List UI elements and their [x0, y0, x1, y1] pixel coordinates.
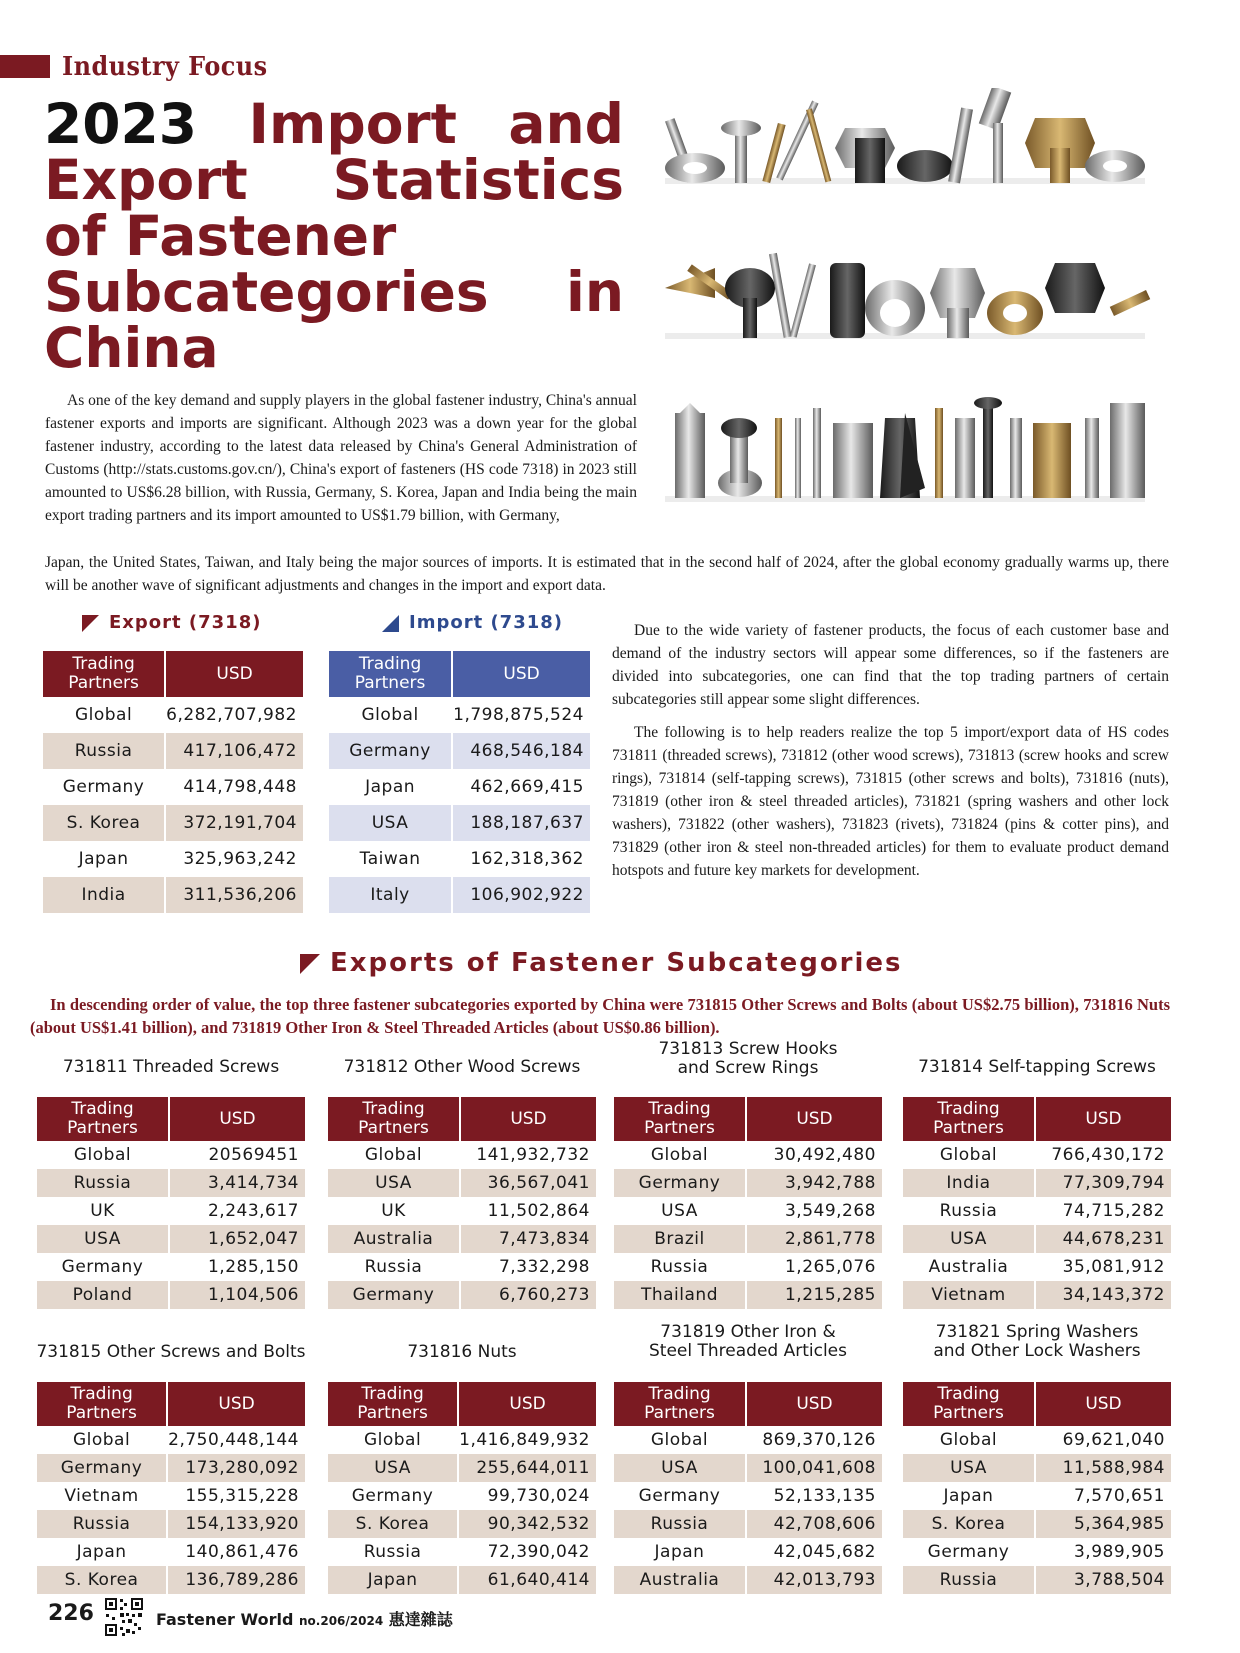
partner-cell: UK: [328, 1197, 461, 1225]
partner-cell: Russia: [37, 1169, 170, 1197]
table-row: [614, 1281, 882, 1309]
import-table: [329, 651, 590, 913]
subcategory-table: [903, 1097, 1171, 1309]
partner-cell: USA: [903, 1454, 1036, 1482]
partner-cell: Japan: [43, 841, 166, 877]
table-row: [328, 1281, 596, 1309]
partner-cell: Global: [37, 1426, 168, 1454]
table-row: [329, 697, 590, 733]
table-row: [328, 1197, 596, 1225]
partner-cell: Global: [614, 1426, 747, 1454]
col-header-partner: Trading Partners: [329, 651, 453, 697]
subcategory-table: [328, 1382, 596, 1594]
partner-cell: India: [43, 877, 166, 913]
usd-cell: 141,932,732: [476, 1145, 590, 1165]
partner-cell: Russia: [328, 1538, 459, 1566]
partner-cell: Australia: [614, 1566, 747, 1594]
col-header-usd: USD: [747, 1097, 882, 1141]
usd-cell: 140,861,476: [185, 1542, 299, 1562]
usd-cell: 1,285,150: [207, 1257, 299, 1277]
table-row: [37, 1281, 305, 1309]
intro-paragraph-part-2: Japan, the United States, Taiwan, and Italy being the major sources of imports. It is estimated that in the second half of 2024, after the global economy gradually warms up, there will be another wave of significant adjustments and changes in the import and export data.: [45, 554, 1169, 594]
partner-cell: Japan: [328, 1566, 459, 1594]
usd-cell: 414,798,448: [183, 777, 297, 797]
partner-cell: Russia: [614, 1510, 747, 1538]
subcategory-caption: 731821 Spring Washers and Other Lock Washers: [933, 1322, 1141, 1361]
table-row: [903, 1566, 1171, 1594]
partner-cell: Japan: [37, 1538, 168, 1566]
usd-cell: 11,502,864: [487, 1201, 590, 1221]
usd-cell: 6,282,707,982: [166, 705, 297, 725]
table-row: [328, 1169, 596, 1197]
usd-cell: 61,640,414: [459, 1566, 596, 1594]
import-heading-text: Import (7318): [409, 612, 564, 633]
subcategories-heading-text: Exports of Fastener Subcategories: [330, 948, 903, 978]
qr-code-icon: [104, 1597, 144, 1637]
magazine-chinese-name: 惠達雜誌: [388, 1610, 453, 1629]
table-row: [328, 1566, 596, 1594]
triangle-marker-icon: [300, 954, 320, 974]
table-row: [37, 1141, 305, 1169]
usd-cell: 5,364,985: [1036, 1510, 1171, 1538]
usd-cell: 34,143,372: [1036, 1281, 1171, 1309]
usd-cell: 1,265,076: [784, 1257, 876, 1277]
partner-cell: USA: [614, 1454, 747, 1482]
right-paragraph-2: The following is to help readers realize the top 5 import/export data of HS codes 731811 (threaded screws), 731812 (other wood screws), 731813 (screw hooks and screw rings), 731814 (self-tapping screws), 731815 (other screws and bolts), 731816 (nuts), 731819 (other iron & steel threaded articles), 731821 (spring washers and other lock washers), 731822 (other washers), 731823 (rivets), 731824 (pins & cotter pins), and 731829 (other iron & steel non-threaded articles) for them to evaluate product demand hotspots and future key markets for development.: [612, 724, 1169, 879]
magazine-name: Fastener World: [156, 1610, 294, 1629]
usd-cell: 468,546,184: [453, 733, 590, 769]
usd-cell: 188,187,637: [453, 805, 590, 841]
col-header-usd: USD: [1036, 1382, 1171, 1426]
usd-cell: 869,370,126: [762, 1430, 876, 1450]
table-row: [329, 877, 590, 913]
usd-cell: 3,414,734: [170, 1169, 305, 1197]
partner-cell: Global: [37, 1141, 170, 1169]
partner-cell: Japan: [903, 1482, 1036, 1510]
table-row: [43, 769, 303, 805]
table-row: [329, 733, 590, 769]
usd-cell: 2,861,778: [747, 1225, 882, 1253]
table-row: [614, 1253, 882, 1281]
partner-cell: Russia: [43, 733, 166, 769]
usd-cell: 136,789,286: [168, 1566, 305, 1594]
table-row: [37, 1510, 305, 1538]
table-row: [37, 1426, 305, 1454]
subcategory-caption: 731814 Self-tapping Screws: [918, 1057, 1156, 1077]
fastener-row-2: [665, 253, 1150, 339]
partner-cell: S. Korea: [37, 1566, 168, 1594]
partner-cell: Germany: [614, 1169, 747, 1197]
col-header-partner: Trading Partners: [903, 1382, 1036, 1426]
col-header-partner: Trading Partners: [37, 1097, 170, 1141]
usd-cell: 1,416,849,932: [459, 1430, 590, 1450]
partner-cell: Global: [328, 1141, 461, 1169]
table-row: [329, 841, 590, 877]
title-year: 2023: [44, 92, 198, 156]
section-label: Industry Focus: [62, 52, 268, 82]
table-row: [614, 1426, 882, 1454]
table-row: [614, 1169, 882, 1197]
usd-cell: 1,215,285: [747, 1281, 882, 1309]
partner-cell: USA: [614, 1197, 747, 1225]
table-row: [329, 805, 590, 841]
table-row: [614, 1482, 882, 1510]
table-row: [614, 1510, 882, 1538]
table-row: [37, 1482, 305, 1510]
partner-cell: Russia: [328, 1253, 461, 1281]
triangle-marker-icon: [382, 615, 399, 632]
title-line-1: Import and: [248, 92, 624, 156]
subcategory-table: [903, 1382, 1171, 1594]
usd-cell: 7,570,651: [1073, 1486, 1165, 1506]
partner-cell: Global: [329, 697, 453, 733]
usd-cell: 255,644,011: [459, 1454, 596, 1482]
usd-cell: 417,106,472: [166, 733, 303, 769]
table-row: [328, 1141, 596, 1169]
usd-cell: 7,332,298: [498, 1257, 590, 1277]
usd-cell: 154,133,920: [168, 1510, 305, 1538]
usd-cell: 72,390,042: [487, 1542, 590, 1562]
fastener-row-1: [665, 88, 1145, 184]
partner-cell: Russia: [614, 1253, 747, 1281]
usd-cell: 11,588,984: [1036, 1454, 1171, 1482]
usd-cell: 42,045,682: [773, 1542, 876, 1562]
export-heading: [82, 612, 261, 633]
partner-cell: S. Korea: [43, 805, 166, 841]
usd-cell: 325,963,242: [183, 849, 297, 869]
usd-cell: 3,549,268: [784, 1201, 876, 1221]
section-color-bar: [0, 55, 50, 78]
usd-cell: 1,798,875,524: [453, 705, 584, 725]
table-row: [903, 1225, 1171, 1253]
partner-cell: Brazil: [614, 1225, 747, 1253]
col-header-usd: USD: [453, 651, 590, 697]
col-header-usd: USD: [170, 1097, 305, 1141]
subcategory-table: [614, 1097, 882, 1309]
partner-cell: Germany: [328, 1281, 461, 1309]
table-row: [903, 1253, 1171, 1281]
usd-cell: 7,473,834: [461, 1225, 596, 1253]
table-row: [43, 697, 303, 733]
table-row: [43, 841, 303, 877]
usd-cell: 77,309,794: [1036, 1169, 1171, 1197]
table-row: [37, 1225, 305, 1253]
title-line-5: China: [44, 316, 219, 380]
usd-cell: 30,492,480: [773, 1145, 876, 1165]
usd-cell: 155,315,228: [185, 1486, 299, 1506]
subcategory-table: [37, 1097, 305, 1309]
partner-cell: Japan: [614, 1538, 747, 1566]
usd-cell: 52,133,135: [773, 1486, 876, 1506]
partner-cell: Global: [903, 1426, 1036, 1454]
table-row: [328, 1482, 596, 1510]
table-row: [614, 1197, 882, 1225]
table-row: [43, 877, 303, 913]
partner-cell: USA: [903, 1225, 1036, 1253]
usd-cell: 90,342,532: [459, 1510, 596, 1538]
table-row: [614, 1454, 882, 1482]
table-row: [329, 769, 590, 805]
table-row: [903, 1426, 1171, 1454]
partner-cell: Vietnam: [903, 1281, 1036, 1309]
table-row: [903, 1510, 1171, 1538]
table-row: [43, 733, 303, 769]
subcategory-caption: 731813 Screw Hooks and Screw Rings: [658, 1039, 838, 1078]
usd-cell: 3,942,788: [747, 1169, 882, 1197]
partner-cell: UK: [37, 1197, 170, 1225]
right-paragraph-1: Due to the wide variety of fastener products, the focus of each customer base and demand of the industry sectors will appear some differences, so if the fasteners are divided into subcategories, one can find that the top trading partners of certain subcategories still appear some slight differences.: [612, 622, 1169, 708]
partner-cell: Global: [614, 1141, 747, 1169]
col-header-partner: Trading Partners: [614, 1097, 747, 1141]
table-row: [37, 1538, 305, 1566]
usd-cell: 106,902,922: [453, 877, 590, 913]
magazine-footer: [156, 1607, 453, 1630]
usd-cell: 173,280,092: [168, 1454, 305, 1482]
table-row: [37, 1253, 305, 1281]
table-row: [614, 1538, 882, 1566]
partner-cell: Germany: [328, 1482, 459, 1510]
table-row: [37, 1169, 305, 1197]
usd-cell: 162,318,362: [470, 849, 584, 869]
usd-cell: 1,104,506: [170, 1281, 305, 1309]
import-heading: [382, 612, 563, 633]
partner-cell: Germany: [43, 769, 166, 805]
col-header-usd: USD: [1036, 1097, 1171, 1141]
usd-cell: 35,081,912: [1062, 1257, 1165, 1277]
partner-cell: USA: [328, 1454, 459, 1482]
table-row: [614, 1566, 882, 1594]
partner-cell: Germany: [37, 1454, 168, 1482]
col-header-partner: Trading Partners: [43, 651, 166, 697]
subcategories-heading: [300, 948, 903, 978]
usd-cell: 44,678,231: [1036, 1225, 1171, 1253]
partner-cell: Italy: [329, 877, 453, 913]
partner-cell: Global: [328, 1426, 459, 1454]
usd-cell: 2,243,617: [207, 1201, 299, 1221]
subcategory-table: [37, 1382, 305, 1594]
intro-paragraph-part-1: As one of the key demand and supply players in the global fastener industry, China's annual fastener exports and imports are significant. Although 2023 was a down year for the global fastener industry, according to the latest data released by China's General Administration of Customs (http://stats.customs.gov.cn/), China's export of fasteners (HS code 7318) in 2023 still amounted to US$6.28 billion, with Russia, Germany, S. Korea, Japan and India being the main export trading partners and its import amounted to US$1.79 billion, with Germany,: [45, 392, 637, 524]
table-row: [43, 805, 303, 841]
usd-cell: 372,191,704: [166, 805, 303, 841]
table-row: [328, 1253, 596, 1281]
partner-cell: Germany: [37, 1253, 170, 1281]
page-title: [44, 92, 624, 380]
title-line-4: Subcategories in: [44, 260, 624, 324]
table-row: [903, 1538, 1171, 1566]
triangle-marker-icon: [82, 615, 99, 632]
issue-number: no.206/2024: [299, 1614, 384, 1628]
partner-cell: Thailand: [614, 1281, 747, 1309]
col-header-usd: USD: [747, 1382, 882, 1426]
partner-cell: Germany: [903, 1538, 1036, 1566]
partner-cell: Russia: [903, 1197, 1036, 1225]
table-row: [614, 1225, 882, 1253]
partner-cell: Germany: [614, 1482, 747, 1510]
subcategory-caption: 731815 Other Screws and Bolts: [36, 1342, 306, 1362]
usd-cell: 36,567,041: [461, 1169, 596, 1197]
col-header-usd: USD: [168, 1382, 305, 1426]
table-row: [328, 1426, 596, 1454]
subcategories-note: In descending order of value, the top three fastener subcategories exported by China were 731815 Other Screws and Bolts (about US$2.75 billion), 731816 Nuts (about US$1.41 billion), and 731819 Other Iron & Steel Threaded Articles (about US$0.86 billion).: [30, 995, 1170, 1037]
col-header-usd: USD: [166, 651, 303, 697]
usd-cell: 69,621,040: [1062, 1430, 1165, 1450]
partner-cell: Japan: [329, 769, 453, 805]
usd-cell: 99,730,024: [487, 1486, 590, 1506]
title-line-3: of Fastener: [44, 204, 397, 268]
table-row: [903, 1482, 1171, 1510]
usd-cell: 3,989,905: [1073, 1542, 1165, 1562]
usd-cell: 42,708,606: [747, 1510, 882, 1538]
partner-cell: USA: [329, 805, 453, 841]
col-header-usd: USD: [459, 1382, 596, 1426]
partner-cell: Russia: [37, 1510, 168, 1538]
table-row: [328, 1538, 596, 1566]
partner-cell: India: [903, 1169, 1036, 1197]
col-header-partner: Trading Partners: [328, 1097, 461, 1141]
table-row: [328, 1510, 596, 1538]
partner-cell: USA: [328, 1169, 461, 1197]
export-table: [43, 651, 303, 913]
table-row: [37, 1566, 305, 1594]
subcategory-caption: 731816 Nuts: [407, 1342, 517, 1362]
usd-cell: 6,760,273: [461, 1281, 596, 1309]
usd-cell: 20569451: [208, 1145, 299, 1165]
usd-cell: 1,652,047: [170, 1225, 305, 1253]
table-row: [903, 1281, 1171, 1309]
usd-cell: 3,788,504: [1036, 1566, 1171, 1594]
subcategory-table: [614, 1382, 882, 1594]
col-header-usd: USD: [461, 1097, 596, 1141]
export-heading-text: Export (7318): [109, 612, 262, 633]
usd-cell: 42,013,793: [747, 1566, 882, 1594]
usd-cell: 74,715,282: [1062, 1201, 1165, 1221]
col-header-partner: Trading Partners: [328, 1382, 459, 1426]
partner-cell: USA: [37, 1225, 170, 1253]
partner-cell: Russia: [903, 1566, 1036, 1594]
partner-cell: Taiwan: [329, 841, 453, 877]
table-row: [328, 1225, 596, 1253]
col-header-partner: Trading Partners: [614, 1382, 747, 1426]
partner-cell: Vietnam: [37, 1482, 168, 1510]
subcategory-caption: 731819 Other Iron & Steel Threaded Articles: [649, 1322, 847, 1361]
table-row: [328, 1454, 596, 1482]
col-header-partner: Trading Partners: [37, 1382, 168, 1426]
page-number: 226: [48, 1601, 94, 1626]
usd-cell: 766,430,172: [1051, 1145, 1165, 1165]
partner-cell: Australia: [328, 1225, 461, 1253]
partner-cell: Australia: [903, 1253, 1036, 1281]
partner-cell: Global: [43, 697, 166, 733]
col-header-partner: Trading Partners: [903, 1097, 1036, 1141]
subcategory-table: [328, 1097, 596, 1309]
table-row: [614, 1141, 882, 1169]
right-column-text: [612, 619, 1169, 892]
subcategory-caption: 731812 Other Wood Screws: [343, 1057, 581, 1077]
table-row: [37, 1197, 305, 1225]
table-row: [903, 1454, 1171, 1482]
fastener-row-3: [665, 397, 1145, 502]
table-row: [37, 1454, 305, 1482]
partner-cell: Germany: [329, 733, 453, 769]
partner-cell: Global: [903, 1141, 1036, 1169]
fasteners-illustration: [655, 88, 1165, 548]
usd-cell: 100,041,608: [747, 1454, 882, 1482]
partner-cell: S. Korea: [328, 1510, 459, 1538]
partner-cell: Poland: [37, 1281, 170, 1309]
usd-cell: 462,669,415: [470, 777, 584, 797]
table-row: [903, 1169, 1171, 1197]
usd-cell: 2,750,448,144: [168, 1430, 299, 1450]
subcategory-caption: 731811 Threaded Screws: [62, 1057, 280, 1077]
partner-cell: S. Korea: [903, 1510, 1036, 1538]
table-row: [903, 1141, 1171, 1169]
usd-cell: 311,536,206: [166, 877, 303, 913]
table-row: [903, 1197, 1171, 1225]
title-line-2: Export Statistics: [44, 148, 624, 212]
